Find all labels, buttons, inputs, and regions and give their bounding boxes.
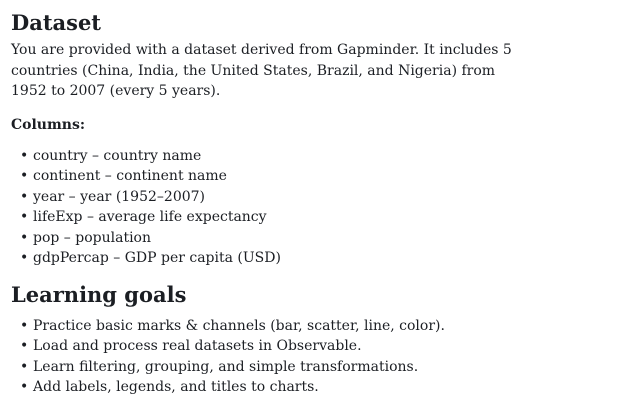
columns-label: Columns: <box>11 116 86 133</box>
dataset-heading: Dataset <box>11 10 102 35</box>
list-item <box>20 187 640 208</box>
bullet-icon: • <box>20 338 29 354</box>
list-item-text: Learn filtering, grouping, and simple transformations. <box>33 358 419 375</box>
bullet-icon: • <box>20 317 29 334</box>
bullet-icon: • <box>20 188 29 205</box>
bullet-icon: • <box>20 250 29 266</box>
columns-list <box>11 146 640 269</box>
list-item-text: continent – continent name <box>33 168 227 184</box>
learning-goals-list <box>11 316 640 398</box>
list-item <box>20 146 640 167</box>
list-item <box>20 316 640 337</box>
bullet-icon: • <box>20 358 29 375</box>
list-item-text: Add labels, legends, and titles to charts. <box>33 379 319 395</box>
list-item-text: pop – population <box>33 229 151 246</box>
bullet-icon: • <box>20 209 29 225</box>
list-item <box>20 377 640 398</box>
list-item <box>20 166 640 187</box>
list-item <box>20 228 640 249</box>
list-item-text: gdpPercap – GDP per capita (USD) <box>33 250 281 266</box>
learning-goals-heading: Learning goals <box>11 281 187 307</box>
bullet-icon: • <box>20 147 29 164</box>
bullet-icon: • <box>20 379 29 395</box>
list-item-text: Load and process real datasets in Observable. <box>33 338 362 354</box>
list-item-text: Practice basic marks & channels (bar, scatter, line, color). <box>33 317 445 334</box>
list-item <box>20 207 640 228</box>
list-item <box>20 336 640 357</box>
list-item-text: year – year (1952–2007) <box>33 188 205 205</box>
bullet-icon: • <box>20 168 29 184</box>
list-item <box>20 248 640 269</box>
dataset-description: You are provided with a dataset derived from Gapminder. It includes 5 countries (China, India, the United States, Brazil, and Nigeria) from 1952 to 2007 (every 5 years). <box>11 42 512 99</box>
list-item-text: country – country name <box>33 147 202 164</box>
bullet-icon: • <box>20 229 29 246</box>
list-item <box>20 357 640 378</box>
list-item-text: lifeExp – average life expectancy <box>33 209 267 225</box>
